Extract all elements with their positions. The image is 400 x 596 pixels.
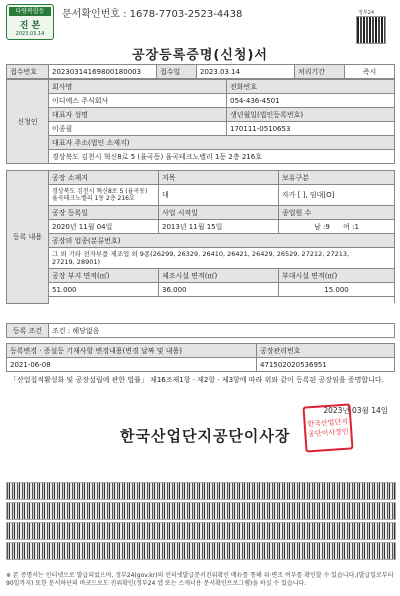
birth-value: 170111-0510653 (227, 122, 395, 136)
changes-value: 2021-06-08 (7, 358, 257, 372)
conditions-table (6, 323, 395, 338)
regdate-value: 2020년 11월 04일 (49, 220, 159, 234)
address-label: 대표자 주소(법인 소재지) (49, 136, 395, 150)
location-label: 공장 소재지 (49, 171, 159, 185)
products-line-1: 그 외 기타 전자부품 제조업 외 9종(26299, 26329, 26410, 26421, 26429, 26529, 27212, 27213, (52, 250, 350, 258)
receipt-row-table (6, 64, 395, 79)
barcode-strip-4 (6, 542, 396, 560)
regdate-label: 공장 등록일 (49, 206, 159, 220)
mfg-area-label: 제조시설 면적(㎡) (159, 269, 279, 283)
site-area-value: 51.000 (49, 283, 159, 297)
applicant-table (6, 79, 395, 164)
aux-area-label: 부대시설 면적(㎡) (279, 269, 395, 283)
stamp-top-text: 다량복합등 (9, 7, 51, 16)
stamp-date: 2023.03.14 (15, 31, 45, 37)
mgmt-value: 471502020536951 (257, 358, 395, 372)
land-label: 지목 (159, 171, 279, 185)
registration-table (6, 170, 395, 304)
receipt-date-label: 접수일 (157, 65, 197, 79)
mfg-area-value: 36.000 (159, 283, 279, 297)
ownership-label: 보유구분 (279, 171, 395, 185)
barcode-strip-1 (6, 482, 396, 500)
location-line-2: 율곡테크노밸리 1동 2층 216호 (52, 195, 135, 202)
receipt-label: 접수번호 (7, 65, 49, 79)
birth-label: 생년월일(법인등록번호) (227, 108, 395, 122)
bizstart-value: 2013년 11월 15일 (159, 220, 279, 234)
products-label: 공장의 업종(분류번호) (49, 234, 395, 248)
stamp-mid-text: 진 본 (19, 21, 41, 31)
changes-table (6, 343, 395, 372)
conditions-value: 조건 : 해당없음 (49, 324, 395, 338)
footer-note: ※ 본 증명서는 인터넷으로 발급되었으며, 정부24(gov.kr)의 인터넷발급문서진위확인 메뉴를 통해 위·변조 여부를 확인할 수 있습니다.(발급일로부터 90일까지) 또한 문서하단의 바코드로도 진위확인(정부24 앱 또는 스캐너용 문서확인프로그램)을 하실 수 있습니다. (6, 572, 394, 587)
products-line-2: 27219, 28901) (52, 258, 101, 266)
registration-section-label: 등록 내용 (7, 171, 49, 304)
mgmt-label: 공장관리번호 (257, 344, 395, 358)
location-value (49, 185, 159, 206)
staff-value: 남 :9 여 :1 (279, 220, 395, 234)
site-area-label: 공장 부지 면적(㎡) (49, 269, 159, 283)
qr-label: 정부24 (358, 10, 375, 16)
page-title: 공장등록증명(신청)서 (132, 48, 268, 63)
certification-note: 「산업집적활성화 및 공장설립에 관한 법률」 제16조제1항 · 제2항 · 제3항에 따라 위와 같이 등록된 공장임을 증명합니다. (10, 376, 384, 384)
barcode-strip-2 (6, 502, 396, 520)
rep-value: 이종필 (49, 122, 227, 136)
phone-value: 054-436-4501 (227, 94, 395, 108)
address-value: 경상북도 김천시 혁신8로 5 (율곡동) 율곡테크노밸리 1동 2층 216호 (49, 150, 395, 164)
issue-date: 2023년 03월 14일 (323, 406, 388, 415)
qr-code-icon (356, 16, 386, 44)
period-label: 처리기간 (295, 65, 345, 79)
conditions-label: 등록 조건 (7, 324, 49, 338)
bizstart-label: 사업 시작일 (159, 206, 279, 220)
issuer-name: 한국산업단지공단이사장 (120, 427, 291, 445)
products-value (49, 248, 395, 269)
rep-label: 대표자 성명 (49, 108, 227, 122)
location-line-1: 경상북도 김천시 혁신8로 5 (율곡동) (52, 188, 148, 195)
seal-text: 한국산업단지공단이사장인 (307, 417, 349, 439)
land-value: 대 (159, 185, 279, 206)
receipt-date-value: 2023.03.14 (197, 65, 295, 79)
original-stamp (6, 4, 54, 40)
company-value: 이디에스 주식회사 (49, 94, 227, 108)
staff-label: 종업원 수 (279, 206, 395, 220)
company-label: 회사명 (49, 80, 227, 94)
receipt-value: 20230314169800180003 (49, 65, 157, 79)
official-seal (302, 403, 353, 452)
barcode-strip-3 (6, 522, 396, 540)
period-value: 즉시 (345, 65, 395, 79)
applicant-section-label: 신청인 (7, 80, 49, 164)
aux-area-value: 15.000 (279, 283, 395, 297)
ownership-value: 자가 [ ], 임대[O] (279, 185, 395, 206)
document-number: 문서확인번호 : 1678-7703-2523-4438 (62, 9, 243, 20)
phone-label: 전화번호 (227, 80, 395, 94)
changes-label: 등록변경 · 증설등 기재사항 변경내용(변경 날짜 및 내용) (7, 344, 257, 358)
